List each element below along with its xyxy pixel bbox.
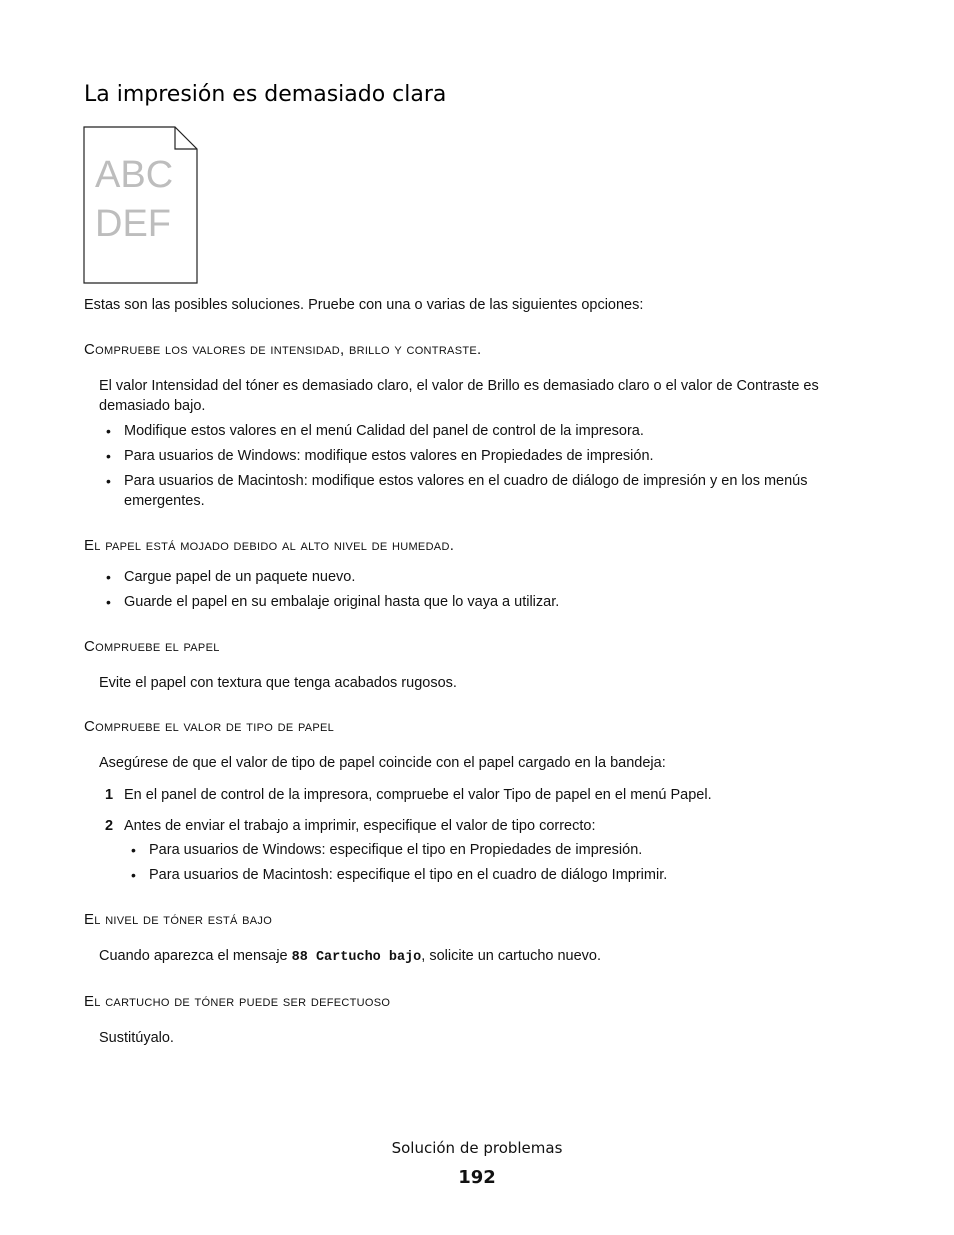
- bullet-icon: •: [106, 448, 111, 464]
- section-heading-humidity: El papel está mojado debido al alto nivel de humedad.: [84, 537, 455, 554]
- section-paragraph: Sustitúyalo.: [99, 1030, 174, 1046]
- list-item-text: Para usuarios de Windows: modifique estos valores en Propiedades de impresión.: [124, 448, 654, 464]
- bullet-icon: •: [106, 423, 111, 439]
- list-item-text: Modifique estos valores en el menú Calidad del panel de control de la impresora.: [124, 423, 644, 439]
- page-number: 192: [458, 1167, 496, 1188]
- list-item-text: Para usuarios de Macintosh: modifique estos valores en el cuadro de diálogo de impresión y en los menús emergentes.: [124, 473, 808, 509]
- section-paragraph: Evite el papel con textura que tenga acabados rugosos.: [99, 675, 457, 691]
- section-heading-defective-cartridge: El cartucho de tóner puede ser defectuoso: [84, 993, 391, 1010]
- step-text: Antes de enviar el trabajo a imprimir, especifique el valor de tipo correcto:: [124, 818, 596, 834]
- section-heading-paper-type: Compruebe el valor de tipo de papel: [84, 718, 335, 735]
- bullet-icon: •: [106, 473, 111, 489]
- section-heading-toner-low: El nivel de tóner está bajo: [84, 911, 273, 928]
- step-number: 1: [105, 787, 114, 803]
- figure-text-line2: DEF: [95, 203, 171, 245]
- list-item-text: Para usuarios de Macintosh: especifique el tipo en el cuadro de diálogo Imprimir.: [149, 867, 668, 883]
- bullet-icon: •: [106, 594, 111, 610]
- list-item-text: Cargue papel de un paquete nuevo.: [124, 569, 356, 585]
- paragraph-text: , solicite un cartucho nuevo.: [421, 948, 602, 964]
- paragraph-text: Cuando aparezca el mensaje: [99, 948, 288, 964]
- section-heading-paper: Compruebe el papel: [84, 638, 220, 655]
- bullet-icon: •: [106, 569, 111, 585]
- section-paragraph: El valor Intensidad del tóner es demasiado claro, el valor de Brillo es demasiado claro o el valor de Contraste es demasiado bajo.: [99, 378, 819, 414]
- footer-section-label: Solución de problemas: [391, 1139, 563, 1157]
- intro-text: Estas son las posibles soluciones. Pruebe con una o varias de las siguientes opciones:: [84, 297, 644, 313]
- section-paragraph: [99, 946, 601, 968]
- step-number: 2: [105, 818, 114, 834]
- list-item-text: Para usuarios de Windows: especifique el tipo en Propiedades de impresión.: [149, 842, 643, 858]
- faded-print-page-icon: [83, 126, 199, 284]
- step-text: En el panel de control de la impresora, compruebe el valor Tipo de papel en el menú Papel.: [124, 787, 712, 803]
- figure-text-line1: ABC: [95, 154, 174, 196]
- page-title: La impresión es demasiado clara: [84, 82, 447, 107]
- message-code: 88 Cartucho bajo: [291, 950, 422, 965]
- section-paragraph: Asegúrese de que el valor de tipo de papel coincide con el papel cargado en la bandeja:: [99, 755, 666, 771]
- list-item-text: Guarde el papel en su embalaje original hasta que lo vaya a utilizar.: [124, 594, 560, 610]
- section-heading-intensity: Compruebe los valores de intensidad, brillo y contraste.: [84, 341, 482, 358]
- bullet-icon: •: [131, 842, 136, 858]
- bullet-icon: •: [131, 867, 136, 883]
